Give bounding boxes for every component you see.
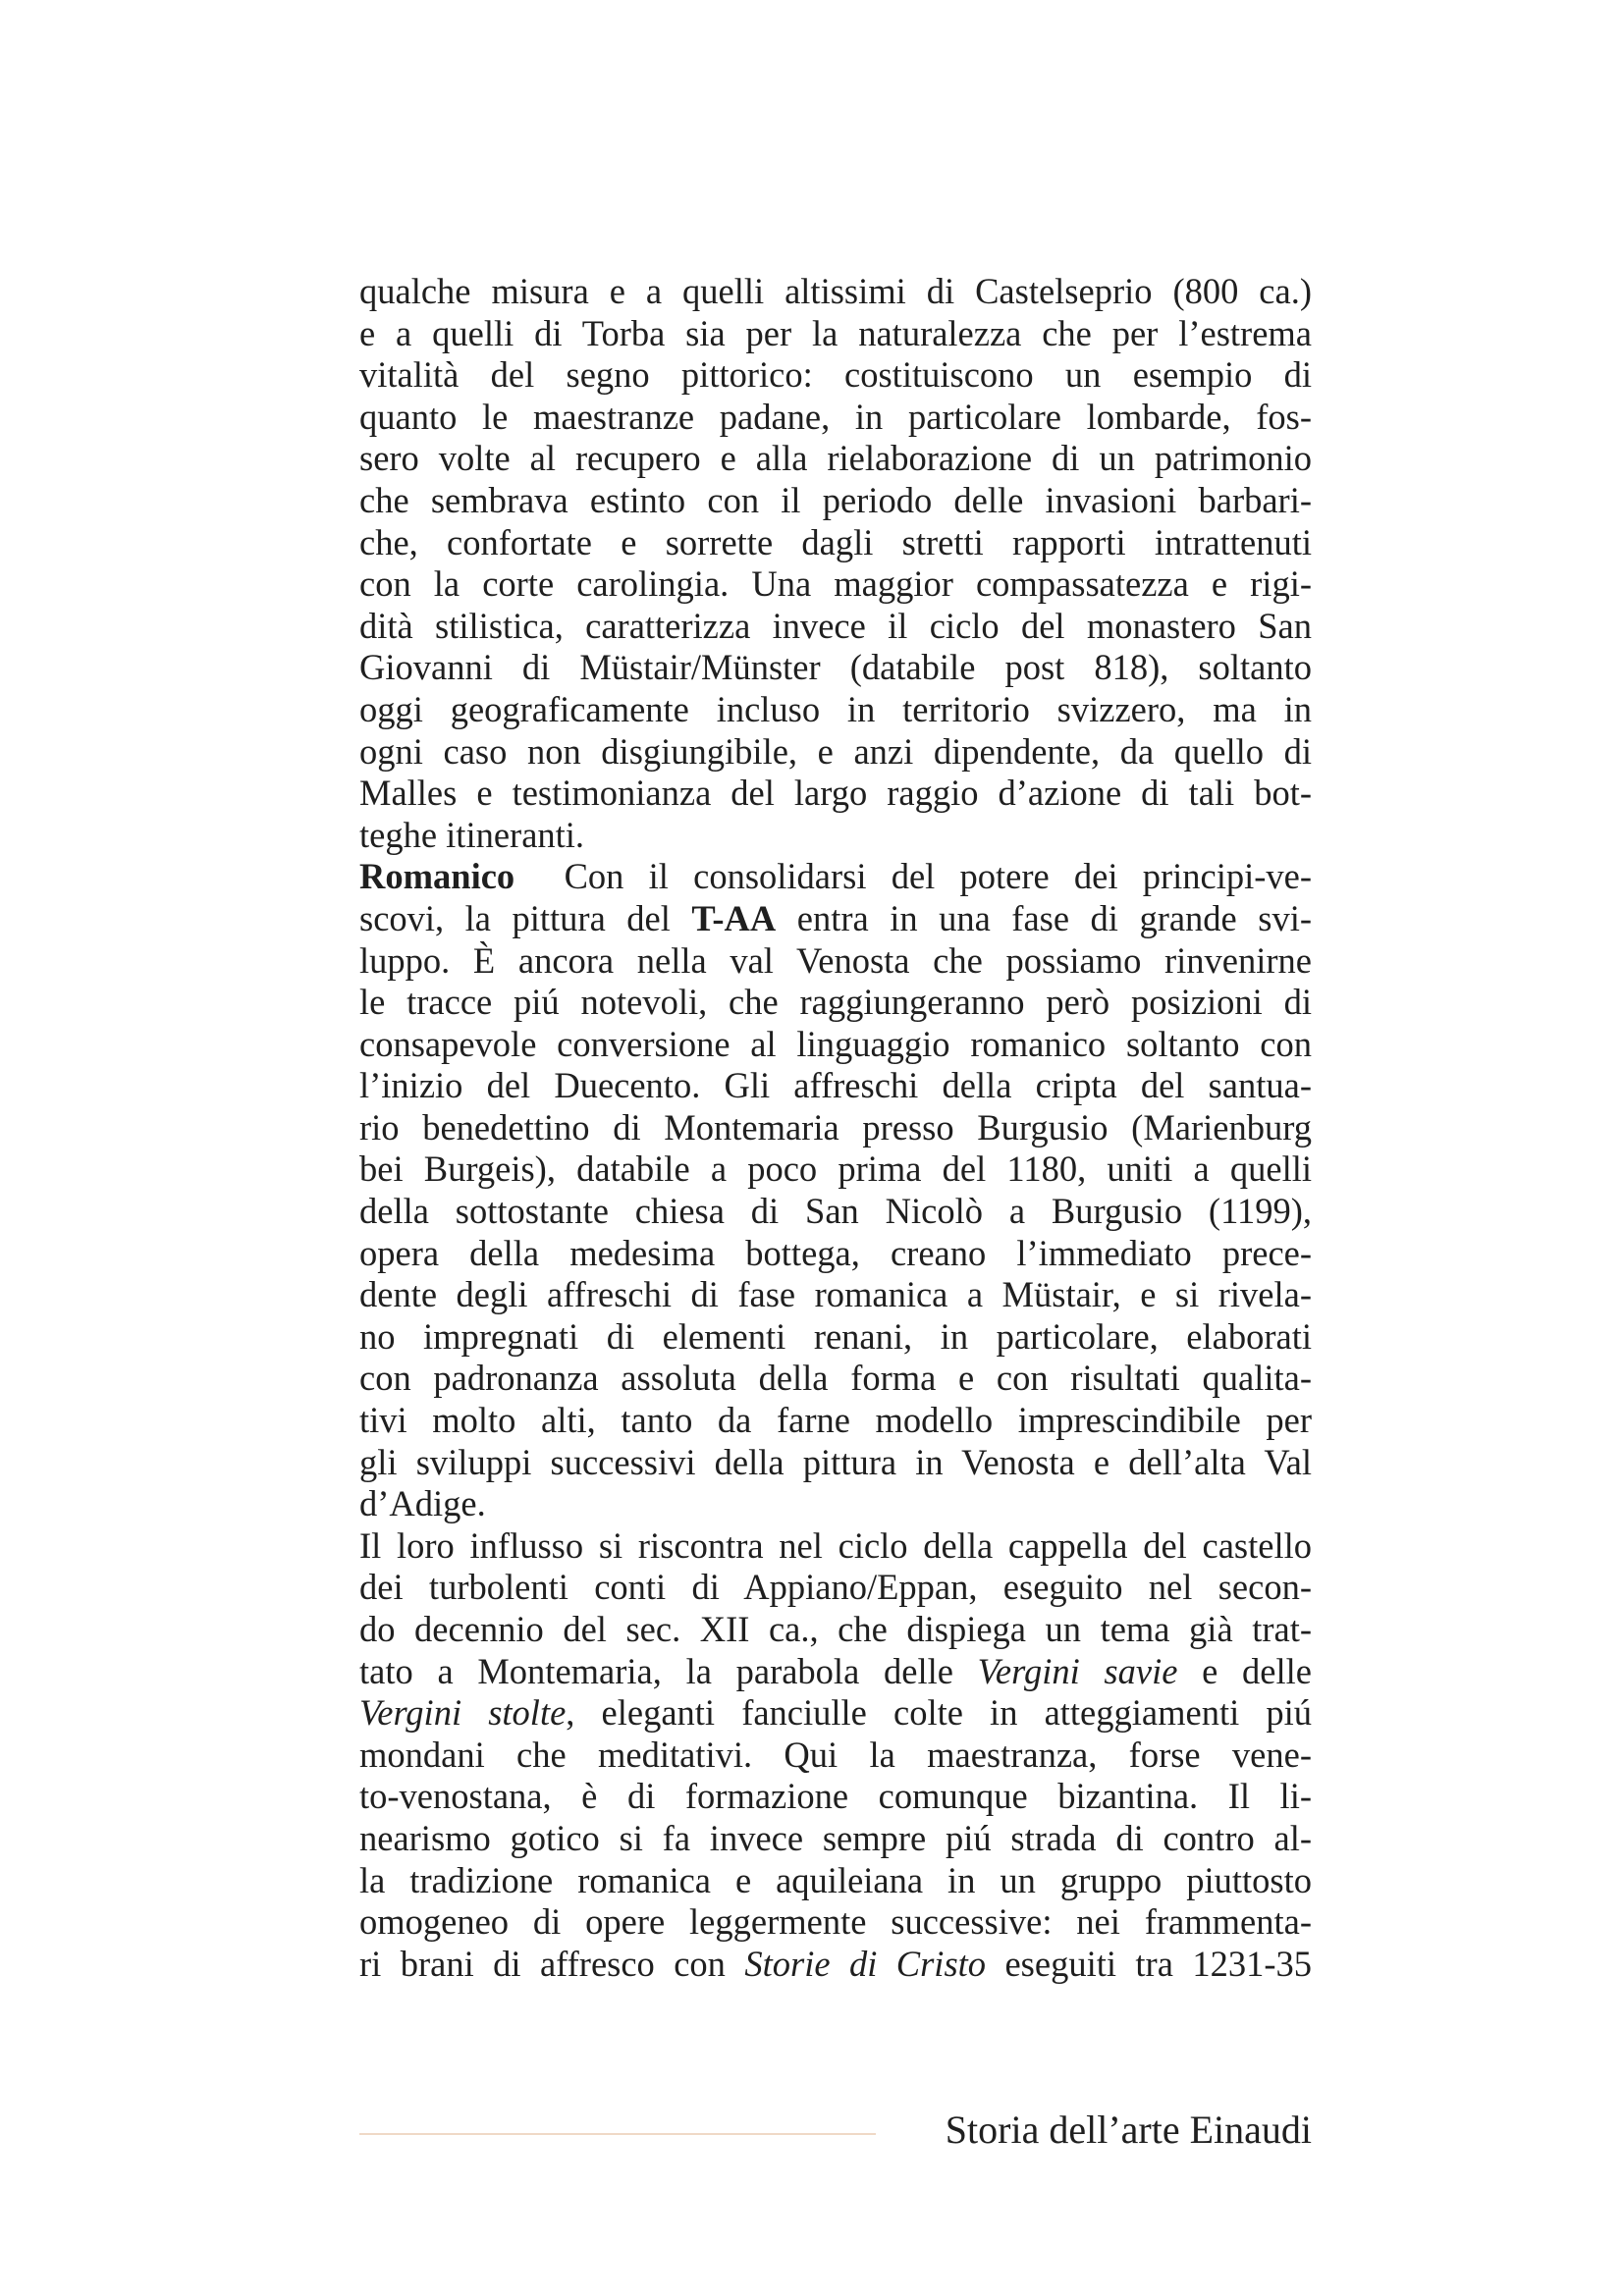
text-line: oggi geograficamente incluso in territorio svizzero, ma in: [359, 688, 1312, 729]
text-span: entra in una fase di grande svi-: [776, 897, 1313, 938]
text-line: della sottostante chiesa di San Nicolò a Burgusio (1199),: [359, 1191, 1312, 1232]
footer-title: Storia dell’arte Einaudi: [945, 2108, 1312, 2152]
text-line: gli sviluppi successivi della pittura in Venosta e dell’alta Val: [359, 1441, 1312, 1482]
italic-title: Storie di Cristo: [744, 1943, 987, 1984]
text-line: [359, 898, 1312, 940]
text-line: mondani che meditativi. Qui la maestranza, forse vene-: [359, 1734, 1312, 1775]
italic-title: Vergini stolte: [359, 1692, 567, 1734]
text-line: con la corte carolingia. Una maggior compassatezza e rigi-: [359, 563, 1312, 605]
text-line: sero volte al recupero e alla rielaborazione di un patrimonio: [359, 438, 1312, 479]
page-footer: [359, 2101, 1312, 2160]
text-line: che sembrava estinto con il periodo delle invasioni barbari-: [359, 479, 1312, 520]
text-line: [359, 1651, 1312, 1693]
text-line: quanto le maestranze padane, in particolare lombarde, fos-: [359, 396, 1312, 437]
abbreviation-taa: T-AA: [691, 897, 777, 938]
text-line: luppo. È ancora nella val Venosta che possiamo rinvenirne: [359, 939, 1312, 981]
text-line: qualche misura e a quelli altissimi di Castelseprio (800 ca.): [359, 271, 1312, 311]
text-line: tivi molto alti, tanto da farne modello imprescindibile per: [359, 1400, 1312, 1441]
text-line: ogni caso non disgiungibile, e anzi dipendente, da quello di: [359, 730, 1312, 772]
text-line: teghe itineranti.: [359, 814, 585, 855]
text-span: ri brani di affresco con: [359, 1943, 745, 1984]
text-line: consapevole conversione al linguaggio romanico soltanto con: [359, 1023, 1312, 1064]
text-line: nearismo gotico si fa invece sempre piú strada di contro al-: [359, 1817, 1312, 1858]
text-line: do decennio del sec. XII ca., che dispiega un tema già trat-: [359, 1609, 1312, 1649]
section-heading-romanico: Romanico: [359, 856, 515, 897]
text-line: Giovanni di Müstair/Münster (databile post 818), soltanto: [359, 647, 1312, 688]
text-line: vitalità del segno pittorico: costituiscono un esempio di: [359, 354, 1312, 396]
text-line: rio benedettino di Montemaria presso Burgusio (Marienburg: [359, 1106, 1312, 1148]
text-line: [359, 856, 1312, 898]
text-line: con padronanza assoluta della forma e con risultati qualita-: [359, 1358, 1312, 1399]
text-line: che, confortate e sorrette dagli stretti rapporti intrattenuti: [359, 521, 1312, 562]
text-line: la tradizione romanica e aquileiana in un gruppo piuttosto: [359, 1859, 1312, 1900]
text-line: dità stilistica, caratterizza invece il ciclo del monastero San: [359, 605, 1312, 646]
text-line: [359, 1944, 1312, 1986]
text-line: d’Adige.: [359, 1483, 486, 1524]
text-span: e delle: [1177, 1650, 1312, 1691]
text-span: Con il consolidarsi del potere dei principi-ve-: [564, 856, 1313, 897]
text-line: e a quelli di Torba sia per la naturalezza che per l’estrema: [359, 312, 1312, 353]
text-line: dente degli affreschi di fase romanica a Müstair, e si rivela-: [359, 1274, 1312, 1315]
footer-rule: [359, 2133, 876, 2135]
text-line: l’inizio del Duecento. Gli affreschi della cripta del santua-: [359, 1065, 1312, 1106]
text-line: Il loro influsso si riscontra nel ciclo della cappella del castello: [359, 1524, 1312, 1566]
text-line: Malles e testimonianza del largo raggio d’azione di tali bot-: [359, 773, 1312, 814]
text-line: dei turbolenti conti di Appiano/Eppan, eseguito nel secon-: [359, 1567, 1312, 1608]
text-line: to-venostana, è di formazione comunque bizantina. Il li-: [359, 1776, 1312, 1817]
text-line: bei Burgeis), databile a poco prima del 1180, uniti a quelli: [359, 1148, 1312, 1190]
text-span: tato a Montemaria, la parabola delle: [359, 1650, 978, 1691]
text-line: opera della medesima bottega, creano l’immediato prece-: [359, 1232, 1312, 1273]
text-line: [359, 1692, 1312, 1735]
italic-title: Vergini savie: [977, 1650, 1178, 1691]
text-line: le tracce piú notevoli, che raggiungeranno però posizioni di: [359, 982, 1312, 1023]
text-span: , eleganti fanciulle colte in atteggiamenti piú: [566, 1692, 1312, 1734]
main-text: [359, 271, 1312, 1985]
text-span: scovi, la pittura del: [359, 897, 692, 938]
text-line: omogeneo di opere leggermente successive: nei frammenta-: [359, 1901, 1312, 1943]
text-span: eseguiti tra 1231-35: [986, 1943, 1312, 1984]
text-line: no impregnati di elementi renani, in particolare, elaborati: [359, 1315, 1312, 1357]
